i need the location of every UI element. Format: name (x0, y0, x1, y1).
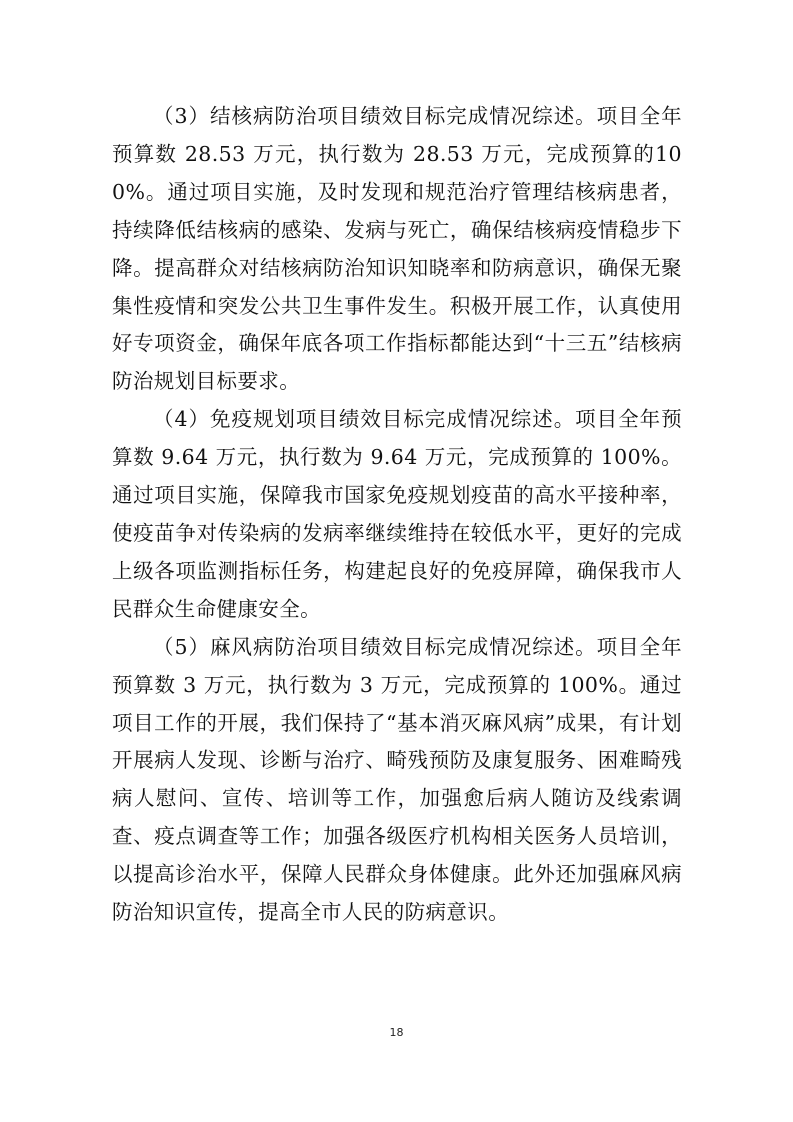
paragraph-leprosy: （5）麻风病防治项目绩效目标完成情况综述。项目全年预算数 3 万元，执行数为 3 万元，完成预算的 100%。通过项目工作的开展，我们保持了“基本消灭麻风病”成果，有计划开展病人发现、诊断与治疗、畸残预防及康复服务、困难畸残病人慰问、宣传、培训等工作，加强愈后病人随访及线索调查、疫点调查等工作；加强各级医疗机构相关医务人员培训，以提高诊治水平，保障人民群众身体健康。此外还加强麻风病防治知识宣传，提高全市人民的防病意识。 (112, 634, 682, 925)
paragraph-tuberculosis: （3）结核病防治项目绩效目标完成情况综述。项目全年预算数 28.53 万元，执行数为 28.53 万元，完成预算的100%。通过项目实施，及时发现和规范治疗管理结核病患者，持续降低结核病的感染、发病与死亡，确保结核病疫情稳步下降。提高群众对结核病防治知识知晓率和防病意识，确保无聚集性疫情和突发公共卫生事件发生。积极开展工作，认真使用好专项资金，确保年底各项工作指标都能达到“十三五”结核病防治规划目标要求。 (112, 104, 682, 394)
page-number: 18 (389, 1026, 404, 1039)
paragraph-immunization: （4）免疫规划项目绩效目标完成情况综述。项目全年预算数 9.64 万元，执行数为 9.64 万元，完成预算的 100%。通过项目实施，保障我市国家免疫规划疫苗的高水平接种率，使疫苗争对传染病的发病率继续维持在较低水平，更好的完成上级各项监测指标任务，构建起良好的免疫屏障，确保我市人民群众生命健康安全。 (112, 407, 682, 621)
page-body (112, 98, 682, 932)
